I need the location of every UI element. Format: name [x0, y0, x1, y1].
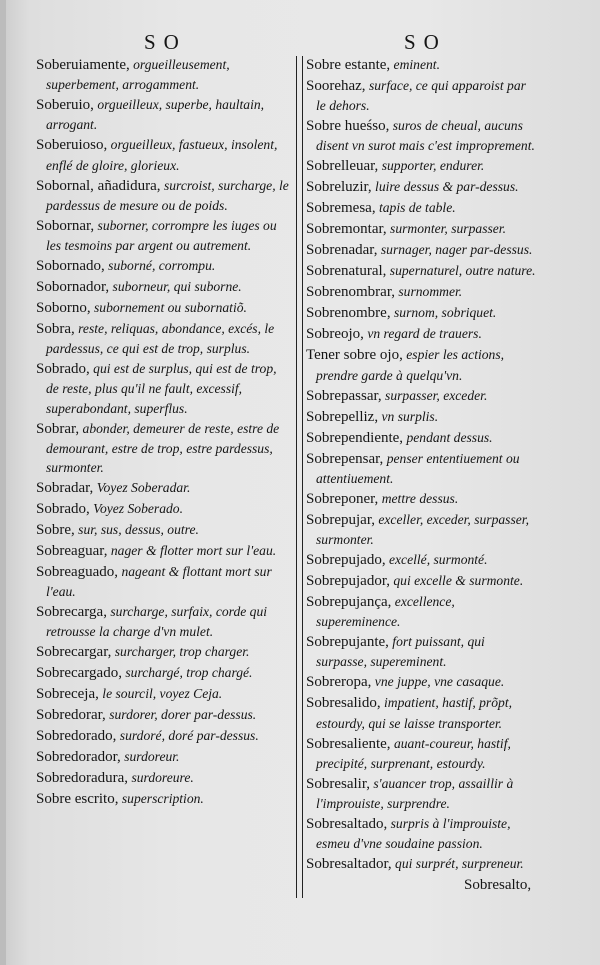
definition: subornement ou subornatiõ. — [90, 300, 247, 316]
headword: Sobremesa, — [306, 200, 376, 217]
dictionary-entry — [36, 768, 290, 788]
definition: suros de cheual, aucuns disent vn surot mais c'est improprement. — [316, 118, 535, 154]
headword: Sobreluzir, — [306, 179, 372, 196]
dictionary-entry — [36, 541, 290, 561]
headword: Sobresalido, — [306, 695, 381, 712]
definition: surdoreure. — [128, 770, 194, 786]
definition: surdorer, dorer par-dessus. — [105, 707, 257, 723]
dictionary-entry — [306, 116, 536, 155]
dictionary-entry — [36, 642, 290, 662]
dictionary-entry — [306, 592, 536, 631]
definition: sur, sus, dessus, outre. — [74, 522, 199, 538]
headword: Sobrepensar, — [306, 450, 384, 467]
headword: Sobrar, — [36, 420, 80, 437]
dictionary-entry — [36, 359, 290, 418]
running-head-right: SO — [404, 30, 447, 54]
headword: Sobrado, — [36, 501, 90, 518]
running-head-left: SO — [144, 30, 187, 54]
definition: superscription. — [118, 791, 204, 807]
dictionary-entry — [36, 663, 290, 683]
definition: Voyez Soberadar. — [93, 480, 191, 496]
dictionary-entry — [306, 261, 536, 281]
dictionary-entry — [306, 571, 536, 591]
right-column — [306, 55, 536, 875]
headword: Sobrepassar, — [306, 387, 382, 404]
headword: Sobrepujador, — [306, 573, 390, 590]
dictionary-entry — [306, 428, 536, 448]
definition: auant-coureur, hastif, precipité, surprenant, estourdy. — [316, 735, 511, 771]
dictionary-entry — [36, 216, 290, 255]
headword: Soberuio, — [36, 97, 94, 114]
dictionary-entry — [306, 407, 536, 427]
definition: surnom, sobriquet. — [390, 305, 497, 321]
dictionary-entry — [306, 156, 536, 176]
definition: excellence, supereminence. — [316, 594, 455, 630]
headword: Sobrecargar, — [36, 644, 112, 661]
dictionary-entry — [36, 789, 290, 809]
headword: Sobrepujante, — [306, 634, 389, 651]
definition: qui est de surplus, qui est de trop, de reste, plus qu'il ne fault, excessif, superabondant, superflus. — [46, 361, 277, 416]
headword: Sobreropa, — [306, 674, 372, 691]
headword: Soorehaz, — [306, 78, 366, 94]
dictionary-entry — [306, 854, 536, 874]
dictionary-entry — [306, 510, 536, 549]
headword: Sobrenombre, — [306, 305, 391, 322]
definition: abonder, demeurer de reste, estre de demourant, estre de trop, estre pardessus, surmonter. — [46, 420, 280, 476]
definition: pendant dessus. — [403, 429, 493, 445]
dictionary-entry — [36, 726, 290, 746]
headword: Sobrepelliz, — [306, 408, 379, 425]
headword: Sobornador, — [36, 279, 110, 296]
dictionary-entry — [36, 478, 290, 498]
dictionary-entry — [306, 219, 536, 239]
headword: Sobresalir, — [306, 775, 370, 792]
definition: qui surprét, surpreneur. — [391, 856, 524, 872]
headword: Sobrependiente, — [306, 429, 404, 446]
definition: eminent. — [390, 57, 440, 72]
headword: Sobre hueśso, — [306, 118, 390, 135]
definition: penser ententiuement ou attentiuement. — [316, 450, 520, 486]
dictionary-entry — [306, 303, 536, 323]
definition: tapis de table. — [375, 200, 456, 216]
headword: Sobradar, — [36, 480, 94, 497]
dictionary-entry — [36, 256, 290, 276]
dictionary-entry — [36, 747, 290, 767]
definition: surpasser, exceder. — [381, 387, 488, 403]
definition: surnager, nager par-dessus. — [377, 242, 533, 258]
dictionary-entry — [306, 345, 536, 384]
dictionary-entry — [306, 774, 536, 813]
definition: vn regard de trauers. — [363, 326, 482, 342]
dictionary-entry — [306, 55, 536, 75]
dictionary-entry — [36, 520, 290, 540]
headword: Sobrelleuar, — [306, 158, 379, 175]
definition: surface, ce qui apparoist par le dehors. — [316, 78, 526, 114]
definition: surcharge, surfaix, corde qui retrousse la charge d'vn mulet. — [46, 604, 268, 640]
headword: Tener sobre ojo, — [306, 347, 403, 364]
definition: orgueilleusement, superbement, arrogamment. — [46, 57, 230, 93]
definition: surmonter, surpasser. — [386, 221, 506, 237]
dictionary-entry — [36, 562, 290, 601]
headword: Sobrenatural, — [306, 263, 387, 280]
dictionary-entry — [36, 277, 290, 297]
dictionary-entry — [306, 386, 536, 406]
headword: Soberuioso, — [36, 137, 108, 154]
dictionary-entry — [36, 499, 290, 519]
definition: suborneur, qui suborne. — [109, 279, 242, 295]
definition: excellé, surmonté. — [385, 552, 488, 568]
headword: Sobredorado, — [36, 728, 117, 745]
column-divider — [296, 56, 303, 898]
headword: Sobresaltado, — [306, 816, 388, 833]
dictionary-entry — [36, 176, 290, 215]
definition: surchargé, trop chargé. — [121, 665, 253, 681]
headword: Sobrecarga, — [36, 604, 107, 621]
dictionary-entry — [306, 550, 536, 570]
headword: Sobrecargado, — [36, 665, 122, 682]
dictionary-entry — [36, 298, 290, 318]
headword: Sobornar, — [36, 217, 95, 234]
definition: surpris à l'improuiste, esmeu d'vne soudaine passion. — [316, 816, 511, 852]
definition: suborné, corrompu. — [104, 258, 216, 274]
dictionary-entry — [36, 684, 290, 704]
dictionary-entry — [306, 240, 536, 260]
dictionary-entry — [306, 672, 536, 692]
headword: Sobreojo, — [306, 326, 364, 343]
definition: suborner, corrompre les iuges ou les tesmoins par argent ou autrement. — [46, 217, 277, 254]
dictionary-entry — [306, 814, 536, 853]
definition: nageant & flottant mort sur l'eau. — [46, 564, 272, 600]
headword: Sobornal, añadidura, — [36, 177, 161, 194]
headword: Sobrepujado, — [306, 552, 386, 569]
definition: exceller, exceder, surpasser, surmonter. — [316, 511, 529, 548]
dictionary-entry — [306, 324, 536, 344]
dictionary-entry — [36, 602, 290, 641]
definition: surdoré, doré par-dessus. — [116, 728, 259, 744]
headword: Soberuiamente, — [36, 57, 130, 73]
definition: impatient, hastif, prõpt, estourdy, qui se laisse transporter. — [316, 695, 512, 731]
definition: s'auancer trop, assaillir à l'improuiste, surprendre. — [316, 775, 514, 812]
definition: qui excelle & surmonte. — [389, 573, 524, 589]
headword: Sobrepujar, — [306, 511, 375, 528]
headword: Sobremontar, — [306, 221, 387, 238]
dictionary-entry — [306, 198, 536, 218]
headword: Sobrenadar, — [306, 242, 378, 259]
dictionary-entry — [36, 319, 290, 358]
dictionary-entry — [306, 177, 536, 197]
dictionary-entry — [306, 489, 536, 509]
definition: espier les actions, prendre garde à quelqu'vn. — [316, 347, 505, 383]
headword: Sobrado, — [36, 361, 90, 378]
headword: Sobre estante, — [306, 57, 391, 73]
catchword: Sobresalto, — [464, 877, 532, 893]
headword: Sobreaguar, — [36, 543, 108, 560]
definition: surnommer. — [394, 284, 463, 300]
headword: Sobresaltador, — [306, 856, 392, 873]
dictionary-entry — [306, 449, 536, 488]
headword: Sobredorador, — [36, 749, 121, 766]
definition: surcroist, surcharge, le pardessus de mesure ou de poids. — [46, 177, 289, 213]
headword: Sobrepujança, — [306, 594, 392, 611]
headword: Sobresaliente, — [306, 735, 391, 752]
headword: Sobre, — [36, 522, 75, 539]
definition: le sourcil, voyez Ceja. — [98, 686, 223, 702]
headword: Sobredorar, — [36, 707, 106, 724]
headword: Soborno, — [36, 300, 91, 317]
dictionary-entry — [306, 76, 536, 115]
dictionary-entry — [36, 419, 290, 478]
dictionary-entry — [36, 55, 290, 94]
headword: Sobredoradura, — [36, 770, 129, 787]
headword: Sobreceja, — [36, 686, 99, 703]
headword: Sobreaguado, — [36, 564, 119, 581]
headword: Sobornado, — [36, 258, 105, 275]
definition: fort puissant, qui surpasse, supereminent. — [316, 634, 485, 670]
definition: surdoreur. — [120, 749, 180, 765]
definition: supporter, endurer. — [378, 158, 485, 174]
headword: Sobreponer, — [306, 490, 379, 507]
definition: Voyez Soberado. — [89, 501, 184, 517]
definition: orgueilleux, superbe, haultain, arrogant. — [46, 97, 265, 133]
definition: surcharger, trop charger. — [111, 644, 250, 660]
headword: Sobre escrito, — [36, 791, 119, 808]
dictionary-entry — [306, 282, 536, 302]
definition: vn surplis. — [378, 408, 439, 424]
left-column — [36, 55, 290, 810]
book-page — [6, 0, 600, 965]
definition: nager & flotter mort sur l'eau. — [107, 543, 277, 559]
dictionary-entry — [306, 734, 536, 773]
dictionary-entry — [306, 632, 536, 671]
definition: vne juppe, vne casaque. — [371, 674, 505, 690]
headword: Sobra, — [36, 321, 75, 338]
dictionary-entry — [36, 135, 290, 174]
definition: luire dessus & par-dessus. — [371, 179, 519, 195]
definition: supernaturel, outre nature. — [386, 263, 536, 279]
headword: Sobrenombrar, — [306, 284, 395, 301]
dictionary-entry — [306, 693, 536, 732]
dictionary-entry — [36, 95, 290, 134]
definition: reste, reliquas, abondance, excés, le pardessus, ce qui est de trop, surplus. — [46, 321, 275, 357]
dictionary-entry — [36, 705, 290, 725]
definition: orgueilleux, fastueux, insolent, enflé de gloire, glorieux. — [46, 137, 278, 173]
definition: mettre dessus. — [378, 490, 459, 506]
